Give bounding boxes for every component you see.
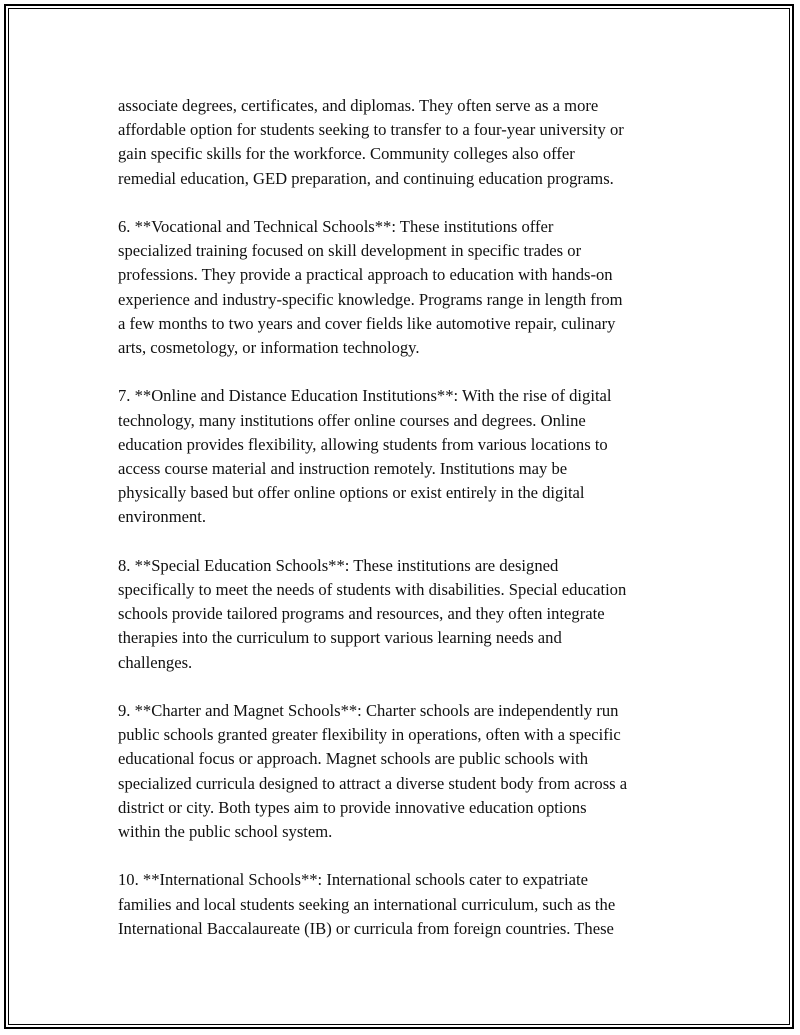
text-line: experience and industry-specific knowledge. Programs range in length from — [118, 289, 623, 309]
text-line: families and local students seeking an international curriculum, such as the — [118, 894, 616, 914]
text-line: technology, many institutions offer online courses and degrees. Online — [118, 410, 586, 430]
text-line: 7. **Online and Distance Education Institutions**: With the rise of digital — [118, 386, 612, 406]
text-line: challenges. — [118, 652, 193, 672]
text-line: 9. **Charter and Magnet Schools**: Charter schools are independently run — [118, 701, 619, 721]
text-line: 6. **Vocational and Technical Schools**: These institutions offer — [118, 217, 554, 236]
text-line: educational focus or approach. Magnet schools are public schools with — [118, 749, 589, 769]
document-body — [118, 94, 698, 965]
text-line: physically based but offer online options or exist entirely in the digital — [118, 483, 585, 503]
text-line: associate degrees, certificates, and diplomas. They often serve as a more — [118, 96, 599, 115]
text-line: specialized curricula designed to attract a diverse student body from across a — [118, 773, 628, 793]
text-line: a few months to two years and cover fields like automotive repair, culinary — [118, 313, 616, 333]
text-line: schools provide tailored programs and resources, and they often integrate — [118, 604, 605, 624]
text-line: affordable option for students seeking to transfer to a four-year university or — [118, 120, 624, 140]
text-line: education provides flexibility, allowing students from various locations to — [118, 434, 608, 454]
paragraph-vocational-schools — [118, 215, 698, 360]
text-line: public schools granted greater flexibility in operations, often with a specific — [118, 725, 621, 745]
text-line: environment. — [118, 507, 207, 527]
text-line: professions. They provide a practical approach to education with hands-on — [118, 265, 613, 285]
text-line: within the public school system. — [118, 822, 333, 842]
text-line: gain specific skills for the workforce. Community colleges also offer — [118, 144, 575, 164]
paragraph-online-education — [118, 384, 698, 529]
paragraph-community-colleges — [118, 94, 698, 191]
text-line: International Baccalaureate (IB) or curricula from foreign countries. These — [118, 918, 614, 938]
text-line: remedial education, GED preparation, and continuing education programs. — [118, 168, 614, 188]
text-line: district or city. Both types aim to provide innovative education options — [118, 797, 587, 817]
text-line: access course material and instruction remotely. Institutions may be — [118, 459, 568, 479]
text-line: specialized training focused on skill development in specific trades or — [118, 241, 582, 261]
paragraph-charter-magnet — [118, 699, 698, 844]
paragraph-international-schools — [118, 868, 698, 941]
text-line: therapies into the curriculum to support various learning needs and — [118, 628, 562, 648]
text-line: 10. **International Schools**: International schools cater to expatriate — [118, 870, 589, 890]
text-line: specifically to meet the needs of students with disabilities. Special education — [118, 580, 627, 600]
text-line: arts, cosmetology, or information technology. — [118, 338, 420, 358]
paragraph-special-education — [118, 554, 698, 675]
text-line: 8. **Special Education Schools**: These institutions are designed — [118, 555, 559, 575]
